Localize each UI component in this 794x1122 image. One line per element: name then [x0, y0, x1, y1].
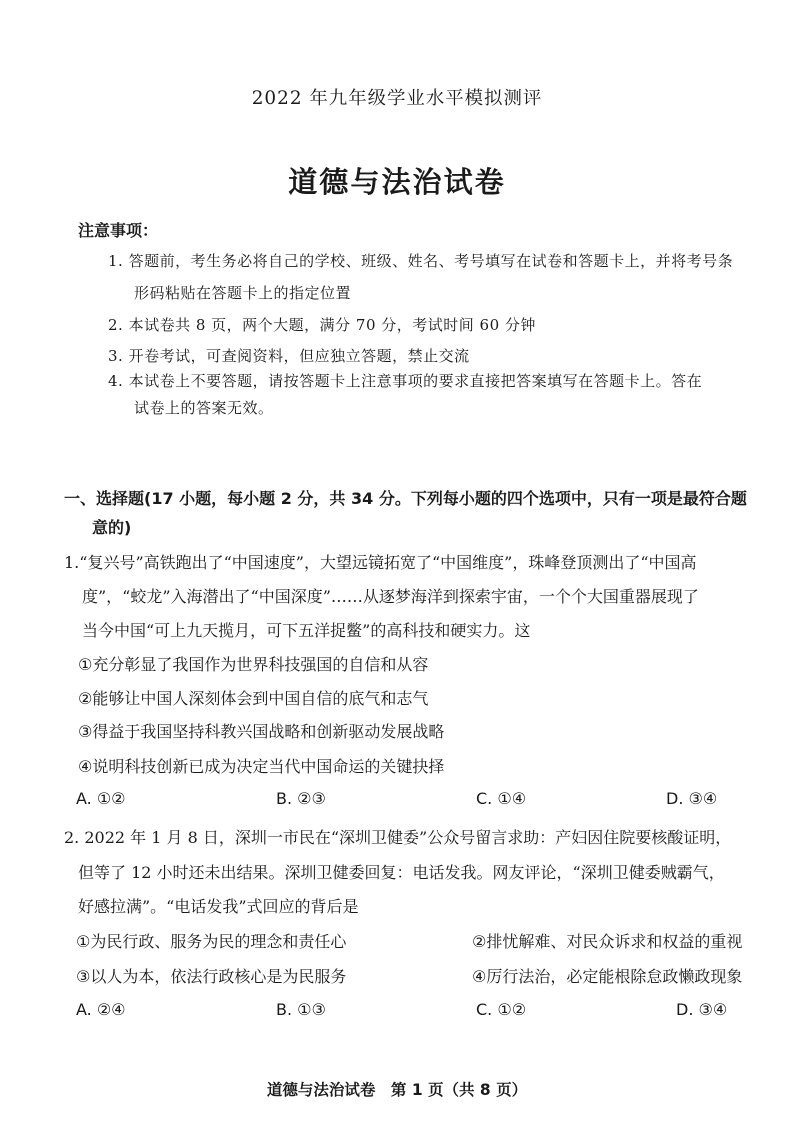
- q2-item-3: ③以人为本，依法行政核心是为民服务: [76, 967, 347, 986]
- notice-item-4-cont: 试卷上的答案无效。: [134, 399, 274, 417]
- q2-stem-line-1: 2. 2022 年 1 月 8 日，深圳一市民在“深圳卫健委”公众号留言求助：产妇因住院要核酸证明，: [64, 828, 732, 847]
- notice-item-3: 3. 开卷考试，可查阅资料，但应独立答题，禁止交流: [108, 347, 470, 365]
- q2-option-c: C. ①②: [476, 1000, 527, 1019]
- q1-option-c: C. ①④: [476, 789, 527, 808]
- q1-option-d: D. ③④: [666, 789, 718, 808]
- q2-stem-line-3: 好感拉满”。“电话发我”式回应的背后是: [78, 897, 359, 916]
- q2-item-4: ④厉行法治，必定能根除怠政懒政现象: [472, 967, 743, 986]
- q2-option-d: D. ③④: [676, 1000, 728, 1019]
- q1-option-a: A. ①②: [76, 789, 126, 808]
- q1-item-3: ③得益于我国坚持科教兴国战略和创新驱动发展战略: [78, 722, 445, 741]
- q1-stem-line-3: 当今中国“可上九天揽月，可下五洋捉鳖”的高科技和硬实力。这: [82, 621, 531, 640]
- notice-item-4: 4. 本试卷上不要答题，请按答题卡上注意事项的要求直接把答案填写在答题卡上。答在: [108, 372, 703, 390]
- notice-heading: 注意事项：: [78, 221, 159, 240]
- notice-item-2: 2. 本试卷共 8 页，两个大题，满分 70 分，考试时间 60 分钟: [108, 316, 536, 334]
- section-heading-cont: 意的): [92, 518, 132, 537]
- q1-stem-line-2: 度”，“蛟龙”入海潜出了“中国深度”……从逐梦海洋到探索宇宙，一个个大国重器展现了: [82, 587, 699, 606]
- q1-item-4: ④说明科技创新已成为决定当代中国命运的关键抉择: [78, 757, 445, 776]
- section-heading: 一、选择题(17 小题，每小题 2 分，共 34 分。下列每小题的四个选项中，只有一项是最符合题: [64, 489, 747, 508]
- q1-item-1: ①充分彰显了我国作为世界科技强国的自信和从容: [78, 655, 429, 674]
- q2-stem-line-2: 但等了 12 小时还未出结果。深圳卫健委回复：电话发我。网友评论，“深圳卫健委贼霸气，: [78, 863, 725, 882]
- q2-option-a: A. ②④: [76, 1000, 126, 1019]
- q2-item-1: ①为民行政、服务为民的理念和责任心: [76, 932, 347, 951]
- notice-item-1-cont: 形码粘贴在答题卡上的指定位置: [134, 284, 352, 302]
- exam-subtitle: 2022 年九年级学业水平模拟测评: [251, 88, 543, 109]
- q1-stem-line-1: 1.“复兴号”高铁跑出了“中国速度”，大望远镜拓宽了“中国维度”，珠峰登顶测出了“中国高: [64, 553, 697, 572]
- q2-option-b: B. ①③: [276, 1000, 326, 1019]
- q2-item-2: ②排忧解难、对民众诉求和权益的重视: [472, 932, 743, 951]
- q1-item-2: ②能够让中国人深刻体会到中国自信的底气和志气: [78, 689, 429, 708]
- notice-item-1: 1. 答题前，考生务必将自己的学校、班级、姓名、考号填写在试卷和答题卡上，并将考号条: [108, 252, 734, 270]
- exam-title: 道德与法治试卷: [288, 165, 506, 199]
- page-footer: 道德与法治试卷 第 1 页（共 8 页）: [266, 1081, 528, 1099]
- q1-option-b: B. ②③: [276, 789, 326, 808]
